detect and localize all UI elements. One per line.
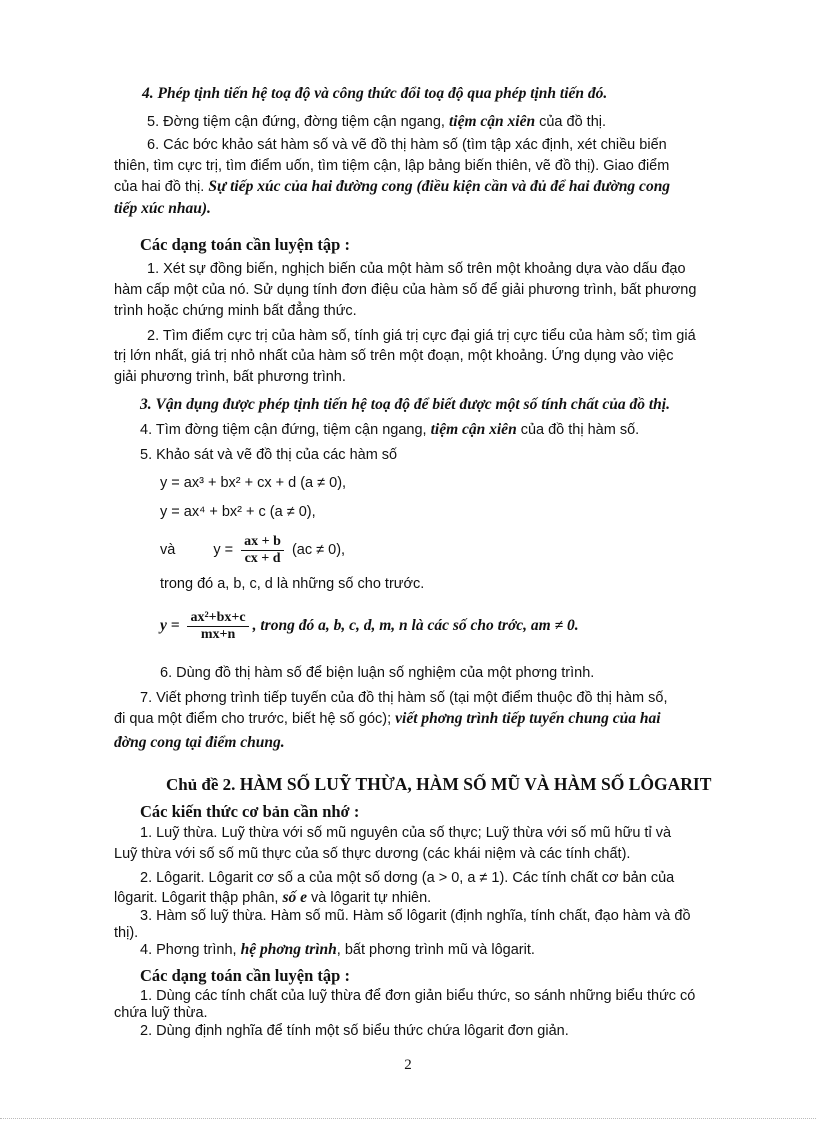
item-6-line4: tiếp xúc nhau). xyxy=(114,200,211,217)
item-5-asymptotes: 5. Đờng tiệm cận đứng, đờng tiệm cận ngang, tiệm cận xiên của đồ thị. xyxy=(147,113,607,130)
page-number: 2 xyxy=(404,1057,412,1073)
exercise-2-line1: 2. Tìm điểm cực trị của hàm số, tính giá trị cực đại giá trị cực tiểu của hàm số; tìm giá xyxy=(147,328,696,344)
exercise-2-line3: giải phương trình, bất phương trình. xyxy=(114,369,346,385)
section-heading-exercises-2: Các dạng toán cần luyện tập : xyxy=(140,966,350,985)
exercise-1-line3: trình hoặc chứng minh bất đẳng thức. xyxy=(114,303,357,319)
exercise-4: 4. Tìm đờng tiệm cận đứng, tiệm cận ngang, tiệm cận xiên của đồ thị hàm số. xyxy=(140,421,640,438)
fraction-rational: $\frac{\text{ax²+bx+c}}{mx+n}$ xyxy=(187,610,248,643)
topic-2-title: Chủ đề 2. HÀM SỐ LUỸ THỪA, HÀM SỐ MŨ VÀ HÀM SỐ LÔGARIT xyxy=(166,774,712,794)
exercise-1-line1: 1. Xét sự đồng biến, nghịch biến của một hàm số trên một khoảng dựa vào dấu đạo xyxy=(147,261,686,277)
knowledge-4: 4. Phơng trình, hệ phơng trình, bất phơng trình mũ và lôgarit. xyxy=(140,941,535,958)
exercise-2-line2: trị lớn nhất, giá trị nhỏ nhất của hàm số trên một đoạn, một khoảng. Ứng dụng vào việc xyxy=(114,348,674,364)
function-rational: y = $\frac{\text{ax²+bx+c}}{mx+n}$ , trong đó a, b, c, d, m, n là các số cho trớc, am ≠ 0. xyxy=(160,609,579,642)
exercise2-2: 2. Dùng định nghĩa để tính một số biểu thức chứa lôgarit đơn giản. xyxy=(140,1023,569,1039)
exercise-7-line2: đi qua một điểm cho trước, biết hệ số góc); viết phơng trình tiếp tuyến chung của hai xyxy=(114,710,661,727)
fraction-homographic: $\frac{ax + b}{cx + d}$ xyxy=(241,534,284,567)
item-6-line2: thiên, tìm cực trị, tìm điểm uốn, tìm tiệm cận, lập bảng biến thiên, vẽ đồ thị). Giao điểm xyxy=(114,158,670,174)
page-bottom-divider xyxy=(0,1118,816,1119)
knowledge-1-line2: Luỹ thừa với số số mũ thực của số thực dương (các khái niệm và các tính chất). xyxy=(114,846,631,862)
item-6-line1: 6. Các bớc khảo sát hàm số và vẽ đồ thị hàm số (tìm tập xác định, xét chiều biến xyxy=(147,137,667,153)
exercise-6: 6. Dùng đồ thị hàm số để biện luận số nghiệm của một phơng trình. xyxy=(160,665,595,681)
function-cubic: y = ax³ + bx² + cx + d (a ≠ 0), xyxy=(160,475,347,491)
knowledge-1-line1: 1. Luỹ thừa. Luỹ thừa với số mũ nguyên của số thực; Luỹ thừa với số mũ hữu tỉ và xyxy=(140,825,672,841)
item-6-line3: của hai đồ thị. Sự tiếp xúc của hai đường cong (điều kiện cần và đủ để hai đường cong xyxy=(114,178,671,195)
constants-note: trong đó a, b, c, d là những số cho trước. xyxy=(160,576,425,592)
function-quartic: y = ax⁴ + bx² + c (a ≠ 0), xyxy=(160,504,316,520)
section-heading-exercises: Các dạng toán cần luyện tập : xyxy=(140,235,350,254)
section-heading-knowledge: Các kiến thức cơ bản cần nhớ : xyxy=(140,802,360,821)
exercise-7-line1: 7. Viết phơng trình tiếp tuyến của đồ thị hàm số (tại một điểm thuộc đồ thị hàm số, xyxy=(140,690,668,706)
exercise-1-line2: hàm cấp một của nó. Sử dụng tính đơn điệu của hàm số để giải phương trình, bất phương xyxy=(114,282,697,298)
knowledge-2-line1: 2. Lôgarit. Lôgarit cơ số a của một số dơng (a > 0, a ≠ 1). Các tính chất cơ bản của xyxy=(140,870,675,886)
exercise2-1-line2: chứa luỹ thừa. xyxy=(114,1005,208,1021)
knowledge-3-line1: 3. Hàm số luỹ thừa. Hàm số mũ. Hàm số lôgarit (định nghĩa, tính chất, đạo hàm và đồ xyxy=(140,908,691,924)
knowledge-3-line2: thị). xyxy=(114,925,139,941)
knowledge-2-line2: lôgarit. Lôgarit thập phân, số e và lôgarit tự nhiên. xyxy=(114,889,432,906)
exercise-5: 5. Khảo sát và vẽ đồ thị của các hàm số xyxy=(140,447,398,463)
exercise-7-line3: đờng cong tại điểm chung. xyxy=(114,734,285,751)
item-4-translation: 4. Phép tịnh tiến hệ toạ độ và công thức đổi toạ độ qua phép tịnh tiến đó. xyxy=(142,85,608,102)
exercise-3: 3. Vận dụng được phép tịnh tiến hệ toạ độ để biết được một số tính chất của đồ thị. xyxy=(140,396,670,413)
function-homographic: và y = $\frac{ax + b}{cx + d}$ (ac ≠ 0), xyxy=(160,533,346,566)
exercise2-1-line1: 1. Dùng các tính chất của luỹ thừa để đơn giản biểu thức, so sánh những biểu thức có xyxy=(140,988,696,1004)
